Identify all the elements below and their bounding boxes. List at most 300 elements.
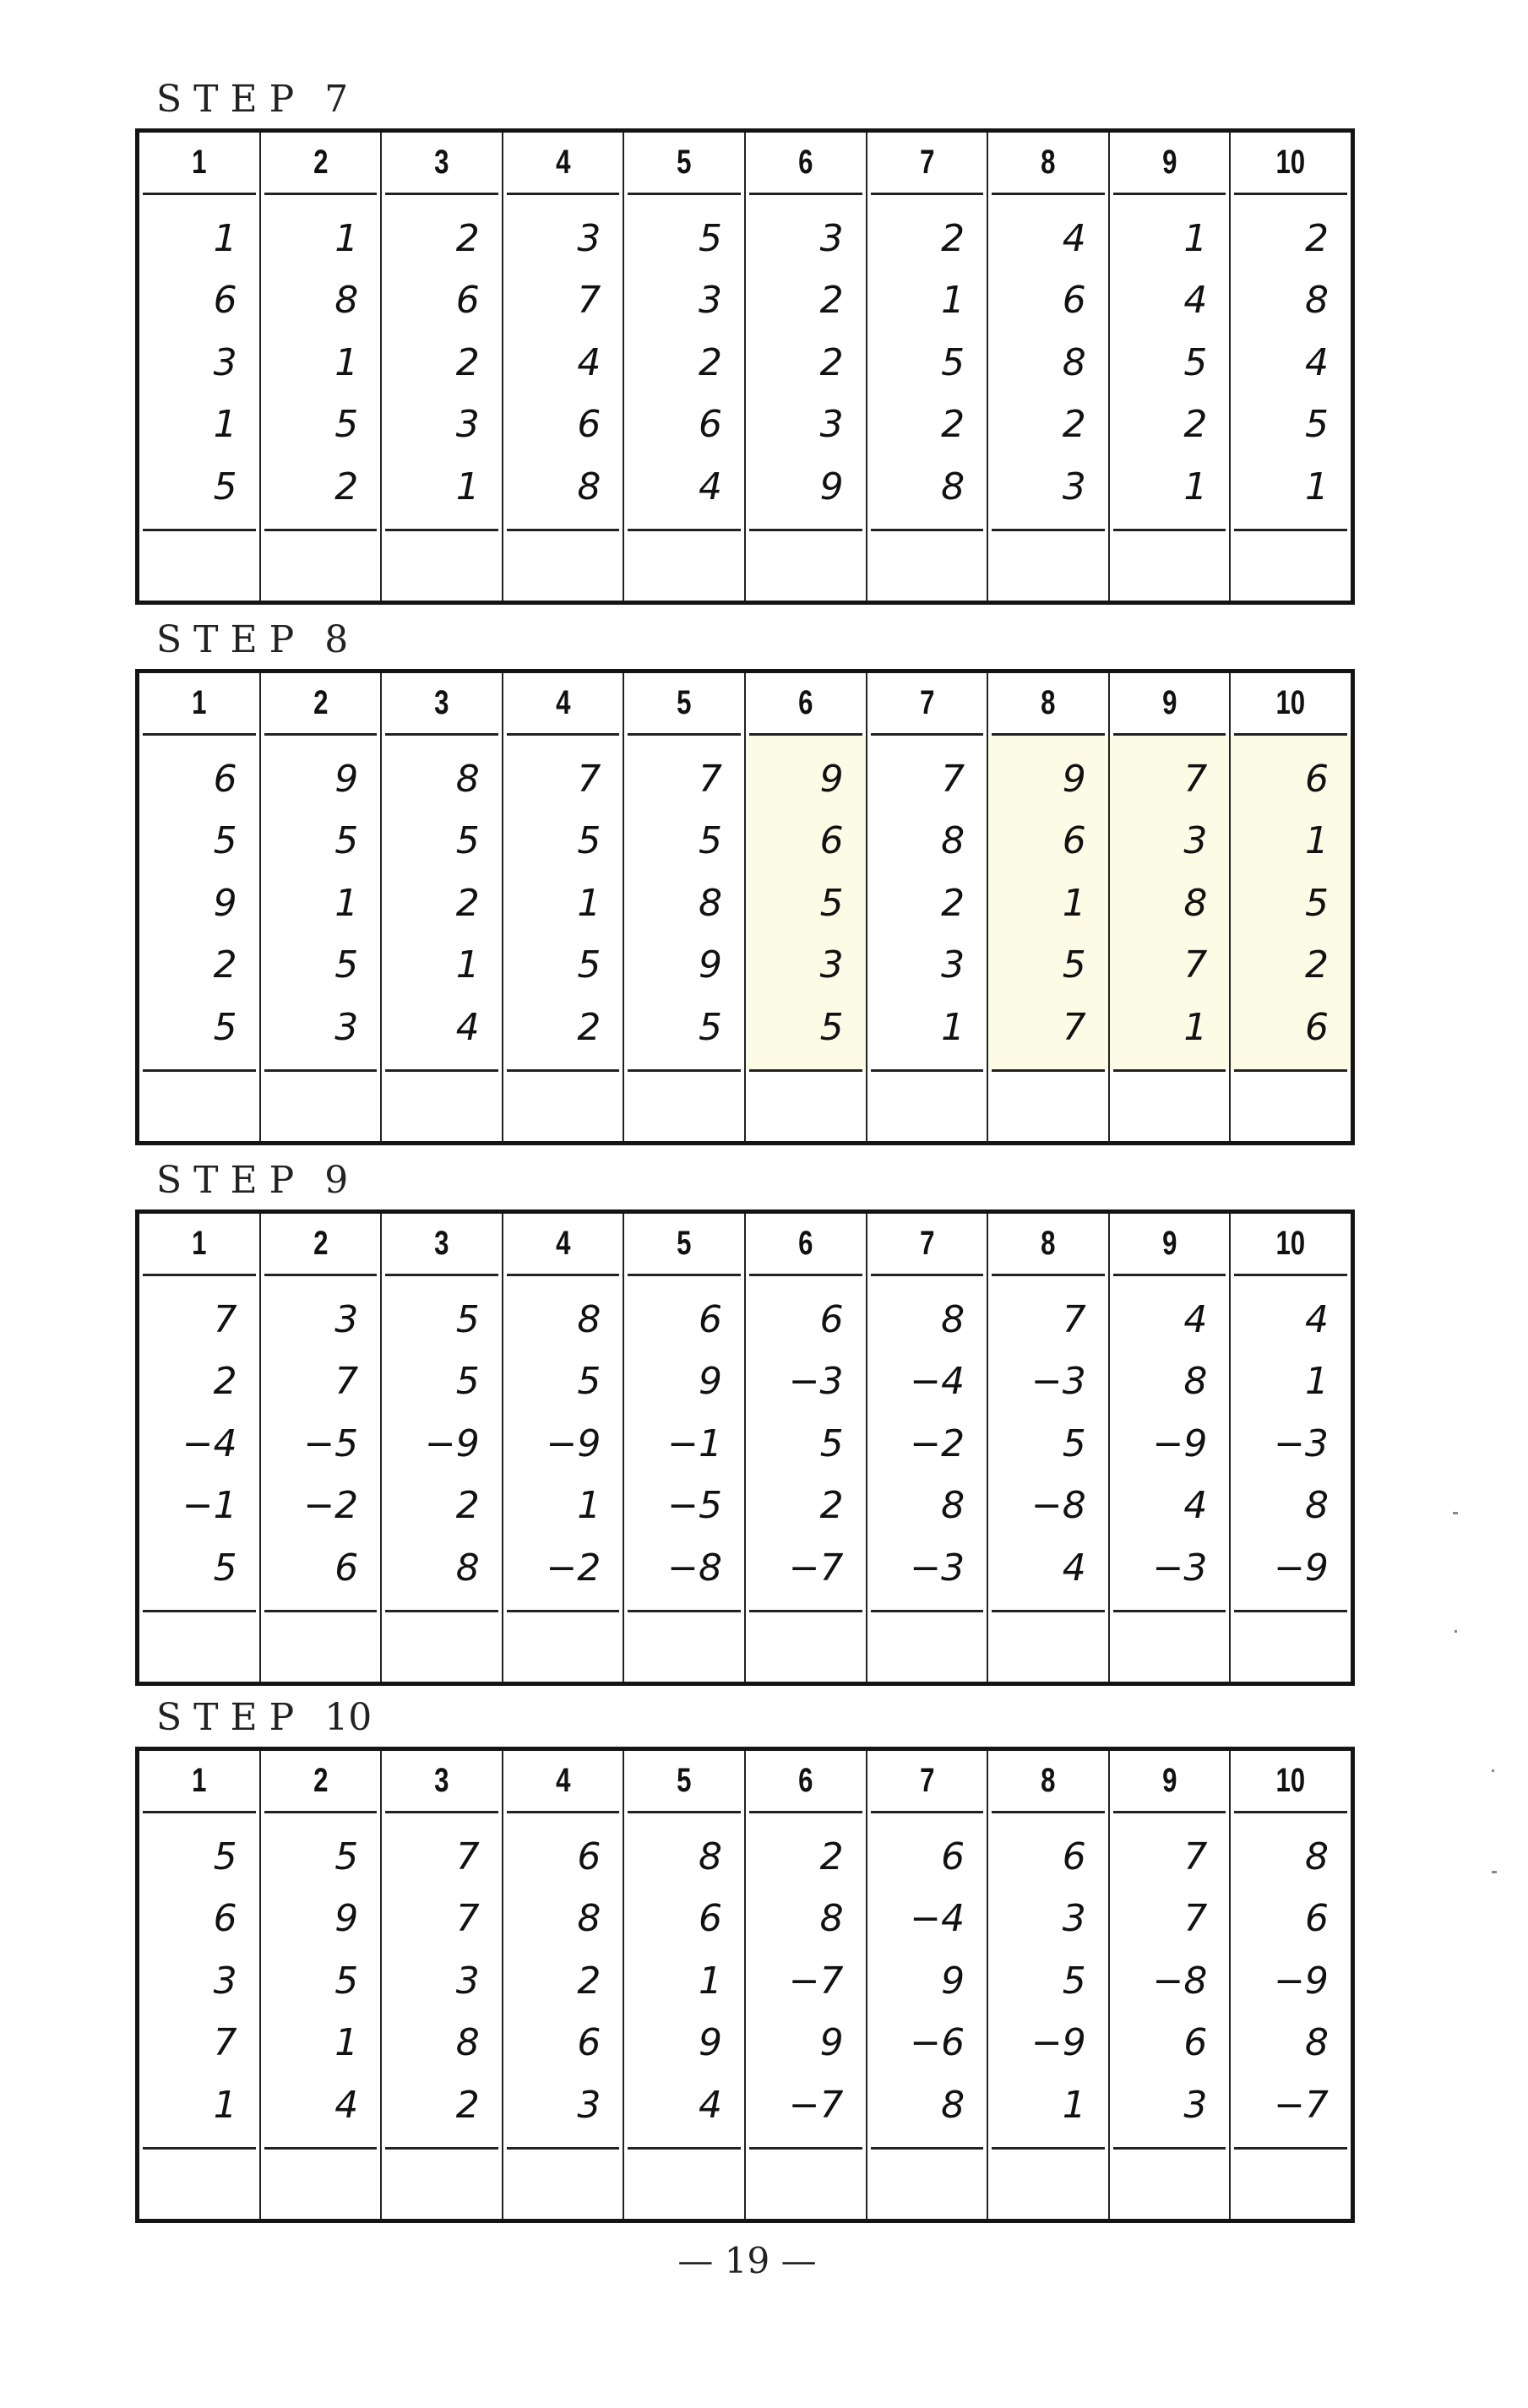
step-table (135, 1747, 1355, 2223)
addend-value: −3 (788, 1360, 844, 1403)
addend-value: 8 (941, 465, 965, 508)
answer-box[interactable] (261, 2150, 381, 2219)
problem-column (746, 133, 867, 601)
addend-value: −4 (910, 1360, 965, 1403)
number-list (624, 1813, 744, 2147)
answer-box[interactable] (867, 1612, 987, 1682)
step-label: STEP (156, 1696, 307, 1739)
addend-value: 1 (334, 2021, 359, 2064)
addend-value: 2 (455, 2083, 480, 2127)
addend-value: 2 (455, 340, 480, 384)
answer-box[interactable] (867, 2150, 987, 2219)
addend-value: 8 (1183, 881, 1208, 925)
addend-value: −3 (1152, 1546, 1208, 1590)
addend-value: 1 (577, 1484, 601, 1527)
answer-box[interactable] (867, 531, 987, 601)
addend-value: 6 (819, 819, 844, 862)
addend-value: 7 (213, 1297, 237, 1341)
addend-value: 6 (1304, 1005, 1329, 1049)
addend-value: 5 (698, 216, 722, 260)
number-list (988, 1276, 1108, 1610)
number-list (503, 1276, 623, 1610)
addend-value: 2 (698, 340, 722, 384)
addend-value: 6 (577, 2021, 601, 2064)
column-header: 1 (192, 1225, 207, 1262)
column-header: 8 (1041, 1762, 1056, 1799)
column-header: 5 (677, 144, 692, 181)
addend-value: 9 (698, 943, 722, 987)
number-list (746, 1813, 866, 2147)
answer-box[interactable] (988, 1612, 1108, 1682)
number-list (624, 736, 744, 1069)
addend-value: 1 (1183, 1005, 1208, 1049)
answer-box[interactable] (1231, 2150, 1351, 2219)
answer-box[interactable] (746, 2150, 866, 2219)
problem-column (1110, 1751, 1232, 2219)
addend-value: 2 (213, 943, 237, 987)
column-header: 4 (555, 684, 571, 721)
addend-value: 6 (577, 403, 601, 446)
problem-column (867, 133, 989, 601)
problem-column (867, 1751, 989, 2219)
number-list (746, 195, 866, 529)
step-number: 8 (324, 618, 349, 661)
addend-value: 7 (1183, 1897, 1208, 1940)
problem-column (988, 1751, 1110, 2219)
addend-value: 5 (1304, 881, 1329, 925)
addend-value: −2 (910, 1421, 965, 1465)
problem-column (1110, 1214, 1232, 1682)
addend-value: 6 (698, 403, 722, 446)
number-list (988, 736, 1108, 1069)
column-header: 10 (1275, 1225, 1306, 1262)
column-header: 8 (1041, 684, 1056, 721)
column-header: 10 (1275, 1762, 1306, 1799)
addend-value: −9 (1152, 1421, 1208, 1465)
addend-value: 3 (334, 1005, 359, 1049)
column-header: 6 (798, 1225, 813, 1262)
scan-speck (1455, 1630, 1457, 1633)
addend-value: 3 (819, 943, 844, 987)
addend-value: 3 (698, 279, 722, 322)
answer-box[interactable] (624, 1612, 744, 1682)
step-title (156, 1696, 372, 1739)
addend-value: 7 (1183, 1835, 1208, 1878)
addend-value: 3 (455, 1959, 480, 2003)
column-header: 9 (1161, 684, 1177, 721)
addend-value: 8 (941, 1484, 965, 1527)
column-header: 8 (1041, 1225, 1056, 1262)
addend-value: 8 (1304, 2021, 1329, 2064)
addend-value: 2 (819, 1835, 844, 1878)
addend-value: 5 (819, 1005, 844, 1049)
problem-column (624, 1214, 746, 1682)
addend-value: 2 (1062, 403, 1086, 446)
addend-value: 9 (941, 1959, 965, 2003)
addend-value: −3 (910, 1546, 965, 1590)
addend-value: 2 (819, 1484, 844, 1527)
step-label: STEP (156, 618, 307, 661)
column-header: 8 (1041, 144, 1056, 181)
addend-value: −8 (1152, 1959, 1208, 2003)
addend-value: 6 (455, 279, 480, 322)
number-list (1231, 736, 1351, 1069)
addend-value: 1 (577, 881, 601, 925)
answer-box[interactable] (988, 2150, 1108, 2219)
addend-value: 4 (1183, 1297, 1208, 1341)
addend-value: −9 (1274, 1546, 1329, 1590)
answer-box[interactable] (139, 1612, 259, 1682)
addend-value: 1 (213, 403, 237, 446)
addend-value: 3 (1062, 465, 1086, 508)
addend-value: 3 (1183, 2083, 1208, 2127)
addend-value: 2 (213, 1360, 237, 1403)
problem-column (867, 1214, 989, 1682)
column-header: 1 (192, 684, 207, 721)
addend-value: 2 (819, 279, 844, 322)
problem-column (139, 133, 261, 601)
answer-box[interactable] (382, 1612, 502, 1682)
problem-column (382, 1751, 503, 2219)
number-list (382, 1276, 502, 1610)
addend-value: 8 (941, 1297, 965, 1341)
addend-value: 4 (1183, 279, 1208, 322)
addend-value: 7 (1062, 1297, 1086, 1341)
number-list (139, 1813, 259, 2147)
column-header: 10 (1275, 144, 1306, 181)
answer-box[interactable] (382, 531, 502, 601)
column-header: 9 (1161, 144, 1177, 181)
problem-column (746, 1751, 867, 2219)
addend-value: 8 (577, 1897, 601, 1940)
addend-value: 6 (819, 1297, 844, 1341)
step-number: 7 (324, 78, 349, 121)
addend-value: −9 (424, 1421, 480, 1465)
addend-value: 2 (819, 340, 844, 384)
number-list (261, 1813, 381, 2147)
problem-column (988, 673, 1110, 1141)
addend-value: 5 (698, 1005, 722, 1049)
addend-value: 6 (1304, 757, 1329, 801)
number-list (503, 195, 623, 529)
answer-box[interactable] (624, 1072, 744, 1141)
addend-value: 7 (334, 1360, 359, 1403)
problem-column (139, 1751, 261, 2219)
column-header: 6 (798, 1762, 813, 1799)
addend-value: −8 (667, 1546, 722, 1590)
addend-value: −2 (303, 1484, 359, 1527)
answer-box[interactable] (503, 2150, 623, 2219)
scan-speck (1453, 1512, 1458, 1514)
addend-value: 3 (941, 943, 965, 987)
column-header: 5 (677, 1762, 692, 1799)
addend-value: 4 (334, 2083, 359, 2127)
number-list (867, 195, 987, 529)
addend-value: −8 (1030, 1484, 1086, 1527)
number-list (867, 1813, 987, 2147)
answer-box[interactable] (1110, 1612, 1230, 1682)
column-header: 3 (434, 144, 449, 181)
number-list (1110, 1813, 1230, 2147)
addend-value: 4 (1183, 1484, 1208, 1527)
addend-value: 7 (577, 757, 601, 801)
column-header: 6 (798, 684, 813, 721)
addend-value: 1 (455, 465, 480, 508)
answer-box[interactable] (1110, 531, 1230, 601)
addend-value: 5 (334, 403, 359, 446)
number-list (624, 1276, 744, 1610)
step-table (135, 1209, 1355, 1686)
addend-value: 8 (455, 1546, 480, 1590)
number-list (988, 195, 1108, 529)
problem-column (988, 1214, 1110, 1682)
number-list (746, 736, 866, 1069)
addend-value: 1 (334, 216, 359, 260)
column-header: 9 (1161, 1225, 1177, 1262)
number-list (139, 1276, 259, 1610)
scan-speck (1492, 1769, 1494, 1772)
answer-box[interactable] (139, 531, 259, 601)
addend-value: 9 (1062, 757, 1086, 801)
step-number: 9 (324, 1159, 349, 1202)
problem-column (503, 133, 625, 601)
addend-value: −5 (667, 1484, 722, 1527)
column-header: 2 (313, 1762, 329, 1799)
page-number: — 19 — (677, 2240, 817, 2281)
addend-value: 3 (1062, 1897, 1086, 1940)
addend-value: 3 (577, 216, 601, 260)
addend-value: 7 (1183, 943, 1208, 987)
addend-value: 3 (213, 340, 237, 384)
addend-value: 7 (455, 1897, 480, 1940)
answer-box[interactable] (1231, 531, 1351, 601)
addend-value: 1 (455, 943, 480, 987)
problem-column (624, 133, 746, 601)
answer-box[interactable] (139, 1072, 259, 1141)
problem-column (261, 1214, 383, 1682)
addend-value: 5 (213, 1005, 237, 1049)
problem-column (503, 673, 625, 1141)
addend-value: 5 (1183, 340, 1208, 384)
answer-box[interactable] (1110, 2150, 1230, 2219)
addend-value: 7 (455, 1835, 480, 1878)
addend-value: 2 (1304, 943, 1329, 987)
addend-value: 5 (1062, 943, 1086, 987)
addend-value: 2 (941, 216, 965, 260)
number-list (988, 1813, 1108, 2147)
problem-column (1110, 133, 1232, 601)
addend-value: 5 (213, 819, 237, 862)
addend-value: 4 (1062, 1546, 1086, 1590)
step-title (156, 618, 349, 661)
addend-value: 7 (698, 757, 722, 801)
column-header: 2 (313, 144, 329, 181)
problem-column (624, 673, 746, 1141)
problem-column (988, 133, 1110, 601)
problem-column (1231, 133, 1351, 601)
addend-value: 9 (819, 2021, 844, 2064)
addend-value: 5 (213, 1835, 237, 1878)
addend-value: 1 (213, 216, 237, 260)
addend-value: 8 (1304, 1835, 1329, 1878)
addend-value: 2 (941, 403, 965, 446)
answer-box[interactable] (624, 531, 744, 601)
problem-column (261, 133, 383, 601)
answer-box[interactable] (261, 1612, 381, 1682)
addend-value: 5 (213, 1546, 237, 1590)
addend-value: 9 (213, 881, 237, 925)
number-list (1231, 1276, 1351, 1610)
answer-box[interactable] (139, 2150, 259, 2219)
column-header: 6 (798, 144, 813, 181)
addend-value: 1 (941, 1005, 965, 1049)
addend-value: 1 (1183, 216, 1208, 260)
answer-box[interactable] (503, 1612, 623, 1682)
addend-value: 4 (577, 340, 601, 384)
answer-box[interactable] (1231, 1612, 1351, 1682)
addend-value: 7 (577, 279, 601, 322)
problem-column (1110, 673, 1232, 1141)
addend-value: 3 (819, 403, 844, 446)
addend-value: 1 (698, 1959, 722, 2003)
addend-value: 1 (1062, 881, 1086, 925)
addend-value: 5 (455, 1297, 480, 1341)
addend-value: 7 (213, 2021, 237, 2064)
column-header: 9 (1161, 1762, 1177, 1799)
addend-value: −4 (182, 1421, 237, 1465)
answer-box[interactable] (382, 1072, 502, 1141)
number-list (867, 736, 987, 1069)
addend-value: 1 (334, 340, 359, 384)
problem-column (139, 1214, 261, 1682)
column-header: 5 (677, 684, 692, 721)
addend-value: 9 (819, 757, 844, 801)
addend-value: 2 (334, 465, 359, 508)
addend-value: 4 (1062, 216, 1086, 260)
answer-box[interactable] (988, 1072, 1108, 1141)
addend-value: 2 (455, 216, 480, 260)
addend-value: 6 (1062, 819, 1086, 862)
addend-value: −3 (1274, 1421, 1329, 1465)
step-label: STEP (156, 78, 307, 121)
addend-value: 5 (819, 881, 844, 925)
answer-box[interactable] (867, 1072, 987, 1141)
step-title (156, 1159, 349, 1202)
answer-box[interactable] (1231, 1072, 1351, 1141)
addend-value: 6 (213, 279, 237, 322)
step-table (135, 669, 1355, 1145)
addend-value: 3 (577, 2083, 601, 2127)
addend-value: 8 (819, 1897, 844, 1940)
addend-value: −9 (546, 1421, 601, 1465)
problem-column (261, 1751, 383, 2219)
addend-value: 8 (334, 279, 359, 322)
column-header: 2 (313, 1225, 329, 1262)
column-header: 3 (434, 684, 449, 721)
column-header: 7 (919, 1762, 935, 1799)
answer-box[interactable] (1110, 1072, 1230, 1141)
column-header: 4 (555, 1762, 571, 1799)
addend-value: 3 (213, 1959, 237, 2003)
problem-column (1231, 1751, 1351, 2219)
answer-box[interactable] (261, 531, 381, 601)
problem-column (139, 673, 261, 1141)
number-list (624, 195, 744, 529)
addend-value: 6 (213, 757, 237, 801)
answer-box[interactable] (503, 1072, 623, 1141)
addend-value: 6 (698, 1297, 722, 1341)
addend-value: 4 (1304, 1297, 1329, 1341)
answer-box[interactable] (624, 2150, 744, 2219)
column-header: 4 (555, 144, 571, 181)
problem-column (1231, 1214, 1351, 1682)
addend-value: 5 (941, 340, 965, 384)
number-list (261, 1276, 381, 1610)
answer-box[interactable] (261, 1072, 381, 1141)
addend-value: 4 (698, 2083, 722, 2127)
addend-value: 3 (455, 403, 480, 446)
answer-box[interactable] (503, 531, 623, 601)
column-header: 7 (919, 144, 935, 181)
addend-value: 8 (941, 2083, 965, 2127)
answer-box[interactable] (746, 1612, 866, 1682)
addend-value: 5 (334, 1959, 359, 2003)
column-header: 5 (677, 1225, 692, 1262)
addend-value: 7 (1183, 757, 1208, 801)
addend-value: 5 (577, 1360, 601, 1403)
problem-column (1231, 673, 1351, 1141)
addend-value: 5 (213, 465, 237, 508)
addend-value: 7 (1062, 1005, 1086, 1049)
answer-box[interactable] (382, 2150, 502, 2219)
number-list (746, 1276, 866, 1610)
addend-value: 8 (455, 2021, 480, 2064)
addend-value: 5 (577, 819, 601, 862)
addend-value: −7 (788, 2083, 844, 2127)
addend-value: 5 (334, 943, 359, 987)
addend-value: −9 (1274, 1959, 1329, 2003)
number-list (1110, 736, 1230, 1069)
addend-value: −1 (667, 1421, 722, 1465)
addend-value: 8 (698, 1835, 722, 1878)
addend-value: 5 (819, 1421, 844, 1465)
addend-value: −7 (788, 1959, 844, 2003)
addend-value: 8 (1304, 1484, 1329, 1527)
addend-value: 2 (455, 881, 480, 925)
addend-value: 1 (334, 881, 359, 925)
addend-value: 9 (698, 1360, 722, 1403)
column-header: 7 (919, 1225, 935, 1262)
problem-column (382, 1214, 503, 1682)
number-list (382, 195, 502, 529)
addend-value: 4 (1304, 340, 1329, 384)
addend-value: 8 (1304, 279, 1329, 322)
addend-value: −7 (1274, 2083, 1329, 2127)
problem-column (867, 673, 989, 1141)
addend-value: −5 (303, 1421, 359, 1465)
addend-value: −6 (910, 2021, 965, 2064)
addend-value: 3 (334, 1297, 359, 1341)
step-number: 10 (324, 1696, 372, 1739)
answer-box[interactable] (746, 531, 866, 601)
number-list (503, 1813, 623, 2147)
answer-box[interactable] (746, 1072, 866, 1141)
answer-box[interactable] (988, 531, 1108, 601)
problem-column (503, 1751, 625, 2219)
column-header: 2 (313, 684, 329, 721)
addend-value: 3 (819, 216, 844, 260)
number-list (139, 736, 259, 1069)
